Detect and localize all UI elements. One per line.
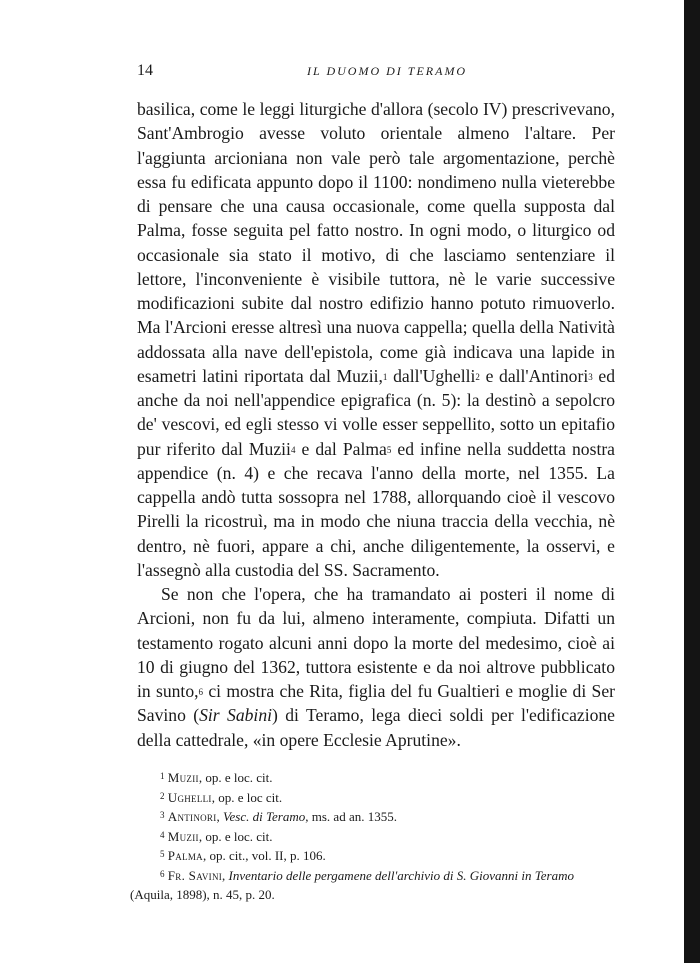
- footnote-text: , ms. ad an. 1355.: [305, 809, 397, 824]
- footnote-ref: 1: [382, 371, 388, 382]
- paragraph-1: [137, 97, 615, 582]
- footnote-ref: 4: [290, 444, 296, 455]
- footnote-author: Muzii: [167, 828, 199, 844]
- footnote-number: 2: [160, 790, 165, 801]
- footnote-ref: 6: [198, 687, 204, 697]
- footnote-number: 6: [160, 868, 165, 879]
- main-text: [137, 97, 615, 752]
- footnote-author: Muzii: [167, 770, 199, 785]
- text-run: dall'Ughelli: [387, 365, 476, 386]
- footnote-author: Palma: [167, 848, 203, 863]
- footnote-text: , op. e loc. cit.: [198, 770, 273, 785]
- footnote-author: Ughelli: [167, 789, 212, 805]
- page-header: [137, 62, 615, 86]
- footnote-number: 3: [160, 810, 165, 820]
- footnote: [130, 769, 615, 789]
- italic-text: Sir Sabini: [199, 705, 273, 726]
- footnote-ref: 2: [475, 371, 480, 382]
- footnote-text: , op. e loc. cit.: [198, 828, 273, 844]
- footnote-text: (Aquila, 1898), n. 45, p. 20.: [130, 887, 275, 902]
- footnote: [130, 808, 615, 828]
- text-run: ed infine nella suddetta nostra appendice (n. 4) e che recava l'anno della morte, nel 1355. La cappella andò tutta sossopra nel 1788, allorquando cioè il vescovo Pirelli la ricostruì, ma in modo che niuna traccia della vecchia, nè dentro, nè fuori, appare a chi, anche diligentemente, la osservi, e l'assegnò alla custodia del SS. Sacramento.: [137, 438, 615, 580]
- text-run: ed anche da noi nell'appendice epigrafica (n. 5): la destinò a sepolcro de' vescovi, ed egli stesso vi volle esser seppellito, sotto un epitafio pur riferito dal Muzii: [137, 365, 616, 459]
- footnote-number: 5: [160, 849, 165, 859]
- text-run: Se non che l'opera, che ha tramandato ai posteri il nome di Arcioni, non fu da lui, almeno interamente, compiuta. Difatti un testamento rogato alcuni anni dopo la morte del medesimo, cioè ai 10 di giugno del 1362, tuttora esistente e da noi altrove pubblicato in sunto,: [137, 584, 615, 701]
- scan-edge-strip: [684, 0, 700, 963]
- footnote-title: Vesc. di Teramo: [223, 809, 306, 824]
- text-run: ) di Teramo, lega dieci soldi per l'edificazione della cattedrale, «in opere Ecclesie Aprutine».: [137, 705, 615, 750]
- footnote-text: , op. cit., vol. II, p. 106.: [202, 848, 326, 863]
- footnote: [130, 789, 615, 809]
- footnote-number: 4: [160, 829, 165, 840]
- footnote: [130, 847, 615, 867]
- footnotes: [130, 769, 615, 905]
- footnote-separator: ,: [222, 867, 229, 883]
- paragraph-2: [137, 582, 615, 752]
- text-run: e dall'Antinori: [479, 365, 589, 386]
- running-title: IL DUOMO DI TERAMO: [307, 64, 468, 78]
- footnote-ref: 5: [386, 444, 392, 455]
- footnote: [130, 867, 615, 905]
- text-run: e dal Palma: [295, 438, 387, 459]
- footnote-ref: 3: [588, 371, 593, 382]
- footnote-text: , op. e loc cit.: [211, 789, 283, 805]
- page-number: 14: [137, 62, 153, 79]
- footnote: [130, 828, 615, 848]
- footnote-number: 1: [160, 771, 165, 781]
- footnote-author: Antinori: [167, 809, 217, 824]
- text-run: basilica, come le leggi liturgiche d'allora (secolo IV) prescrivevano, Sant'Ambrogio avesse voluto orientale almeno l'altare. Per l'aggiunta arcioniana non vale però tale argomentazione, perchè essa fu edificata appunto dopo il 1100: nondimeno nulla vieterebbe di pensare che una causa occasionale, come quella supposta dal Palma, fosse seguita pel fatto nostro. In ogni modo, o liturgico od occasionale sia stato il motivo, di che lasciamo sentenziare il lettore, l'inconveniente è visibile tuttora, nè le varie successive modificazioni subite dal nostro edifizio hanno potuto rimuoverlo. Ma l'Arcioni eresse altresì una nuova cappella; quella della Natività addossata alla nave dell'epistola, come già indicava una lapide in esametri latini riportata dal Muzii,: [137, 99, 615, 386]
- footnote-separator: ,: [216, 809, 224, 824]
- text-run: ci mostra che Rita, figlia del fu Gualtieri e moglie di Ser Savino (: [137, 681, 615, 726]
- footnote-author: Fr. Savini: [167, 867, 223, 883]
- footnote-title: Inventario delle pergamene dell'archivio di S. Giovanni in Teramo: [228, 867, 574, 883]
